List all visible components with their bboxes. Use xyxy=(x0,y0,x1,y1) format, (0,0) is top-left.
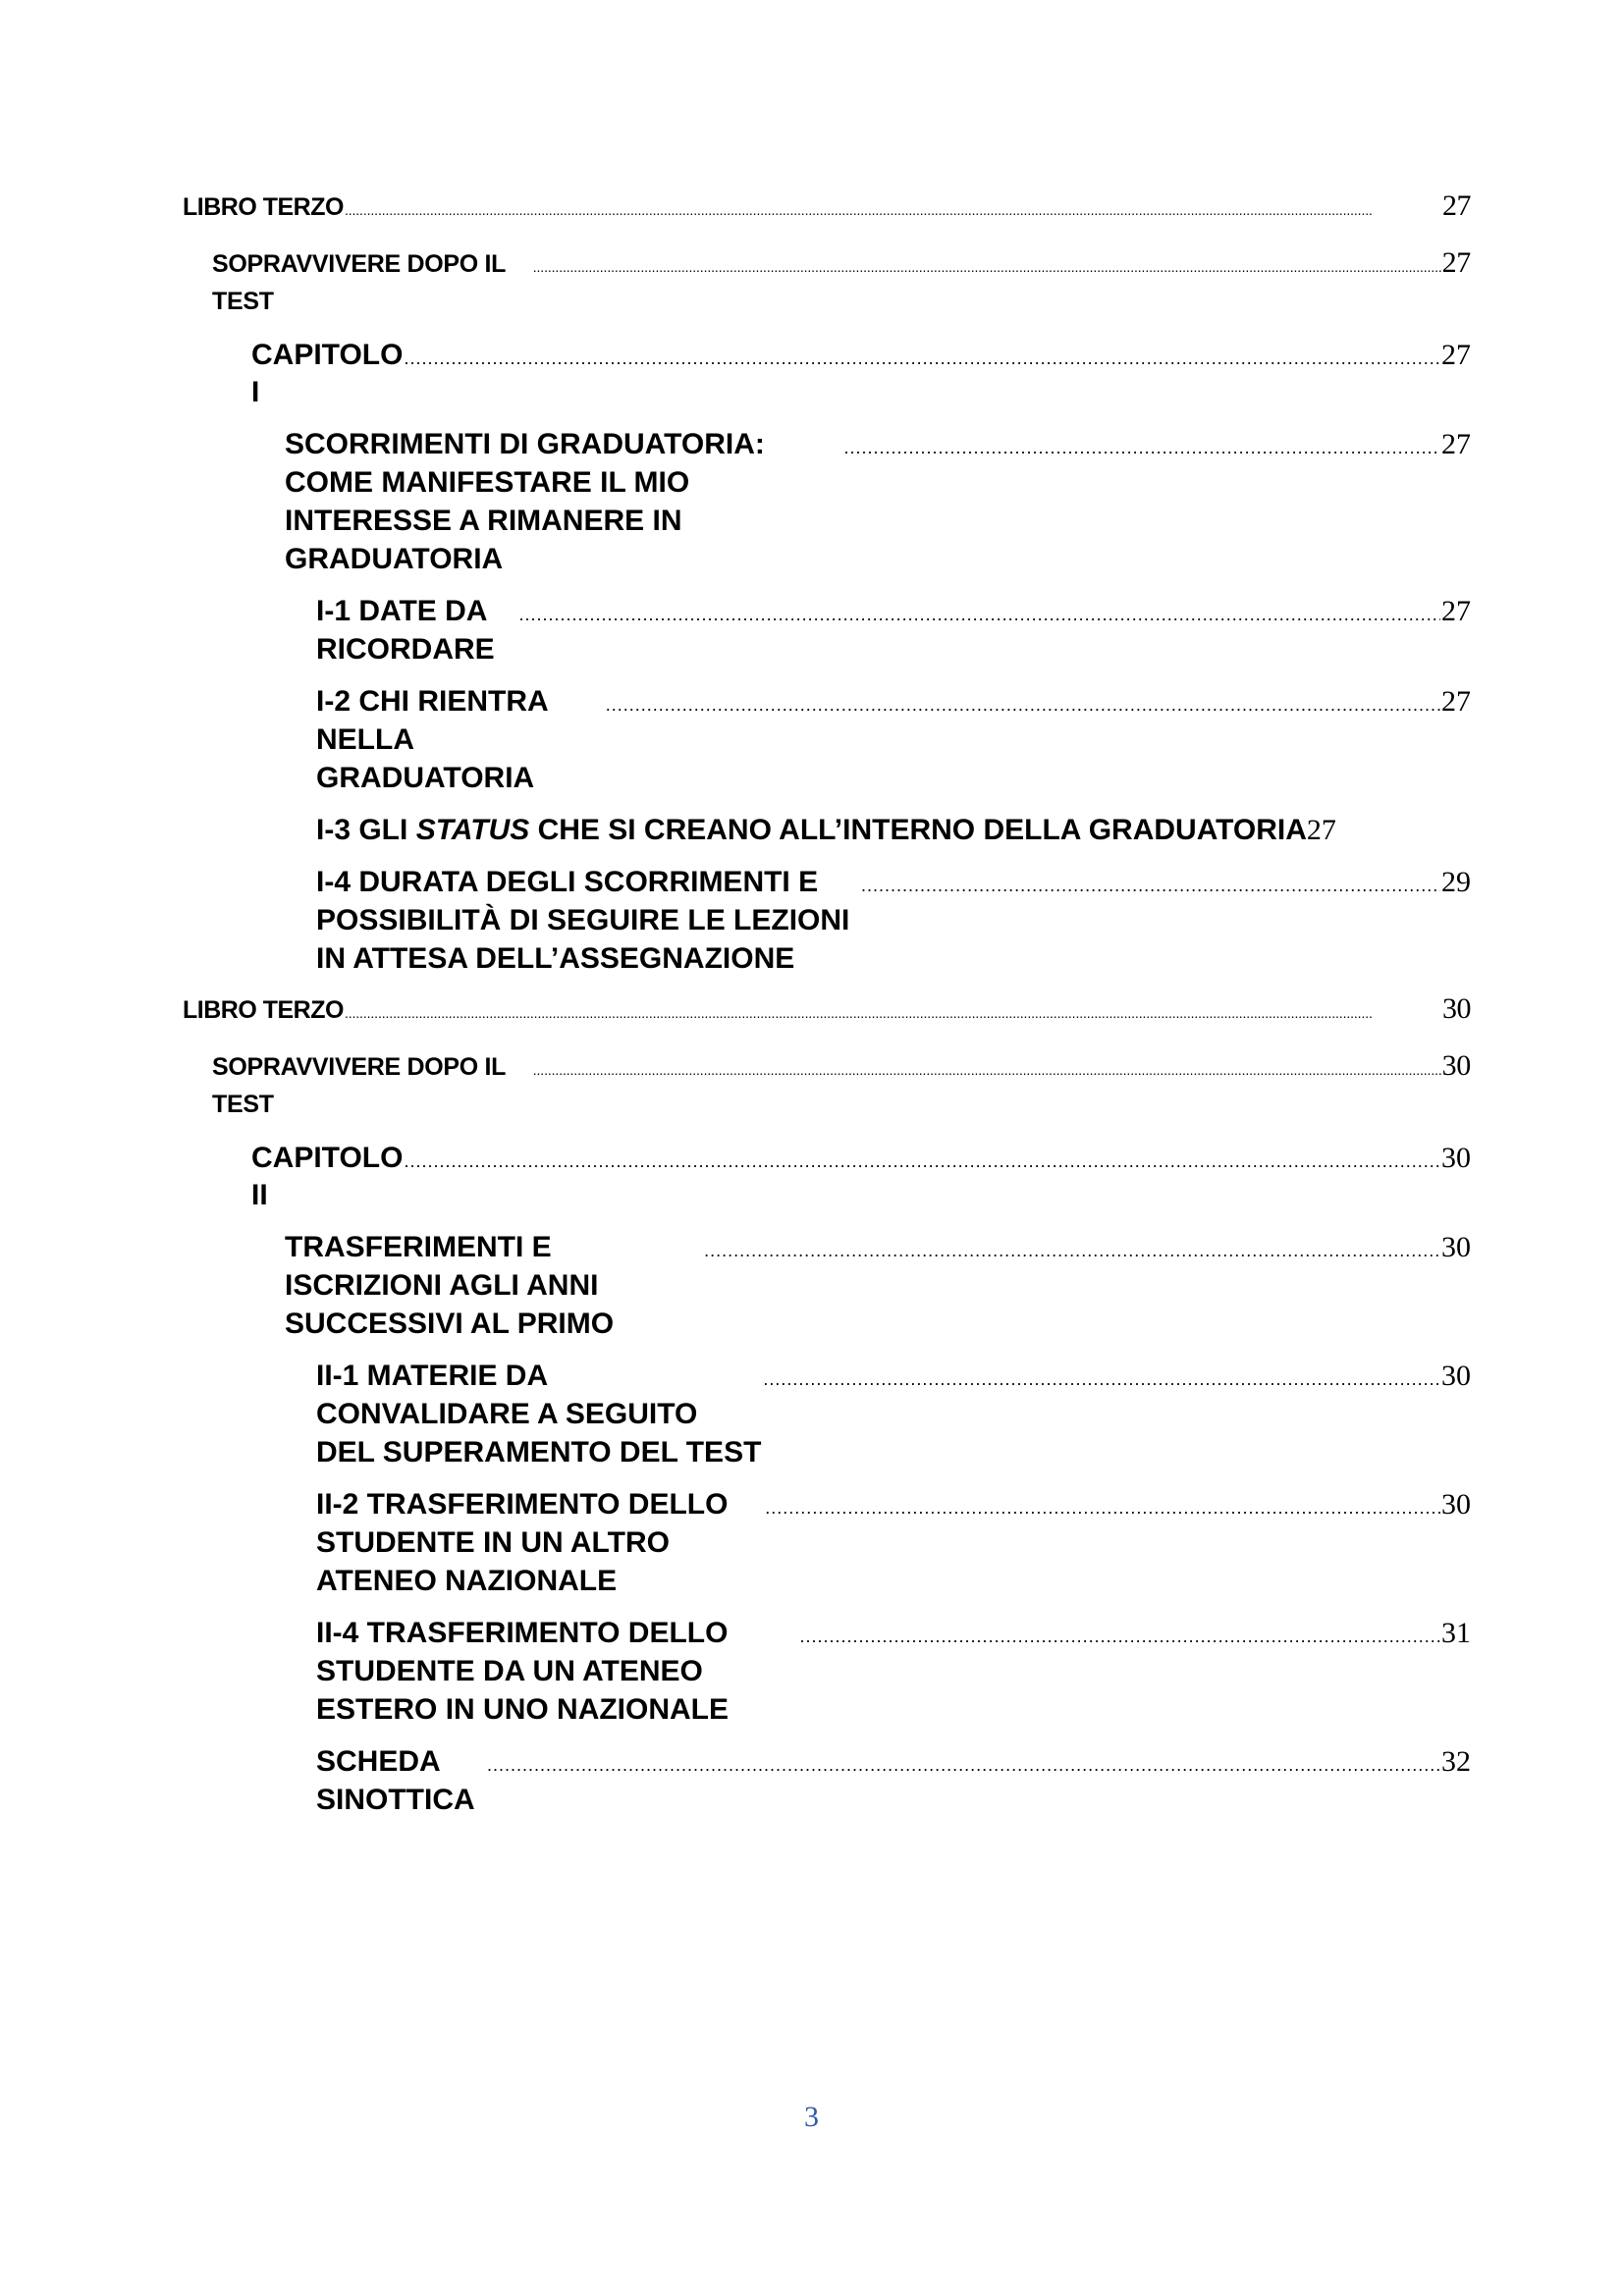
toc-entry-title: SOPRAVVIVERE DOPO IL TEST xyxy=(212,1053,506,1118)
toc-entry-page: 27 xyxy=(1441,428,1471,460)
toc-entry-title xyxy=(316,811,1307,849)
toc-entry-libro-terzo[interactable] xyxy=(183,991,1471,1029)
toc-entry-page: 31 xyxy=(1441,1617,1471,1649)
toc-entry-title: II-4 TRASFERIMENTO DELLO STUDENTE DA UN ATENEO ESTERO IN UNO NAZIONALE xyxy=(316,1617,730,1726)
toc-entry-i-2[interactable] xyxy=(183,682,1471,797)
toc-entry-capitolo-ii[interactable] xyxy=(183,1140,1471,1214)
dot-leader xyxy=(800,1618,1441,1656)
dot-leader xyxy=(606,686,1440,724)
toc-entry-page: 30 xyxy=(1441,1142,1471,1174)
dot-leader xyxy=(843,429,1440,467)
dot-leader xyxy=(404,1151,1440,1172)
toc-entry-page: 27 xyxy=(1306,814,1336,846)
toc-entry-page: 30 xyxy=(1441,1231,1471,1263)
toc-entry-i-3[interactable] xyxy=(183,811,1471,849)
dot-leader xyxy=(487,1746,1440,1785)
dot-leader xyxy=(704,1232,1440,1270)
toc-entry-i-1[interactable] xyxy=(183,592,1471,668)
toc-entry-page: 30 xyxy=(1441,1488,1471,1521)
toc-entry-i-4[interactable] xyxy=(183,863,1471,978)
toc-entry-page: 30 xyxy=(1441,1360,1471,1392)
toc-entry-ii-4[interactable] xyxy=(183,1614,1471,1729)
toc-entry-page: 30 xyxy=(1442,992,1471,1025)
toc-title-part: I-3 GLI xyxy=(316,814,416,846)
toc-entry-title: LIBRO TERZO xyxy=(183,996,344,1024)
page-number: 3 xyxy=(804,2101,819,2133)
toc-entry-title: I-2 CHI RIENTRA NELLA GRADUATORIA xyxy=(316,685,548,794)
table-of-contents xyxy=(183,188,1471,1833)
dot-leader xyxy=(345,1005,1441,1021)
toc-entry-page: 27 xyxy=(1442,189,1471,222)
toc-entry-title: TRASFERIMENTI E ISCRIZIONI AGLI ANNI SUCCESSIVI AL PRIMO xyxy=(285,1231,615,1340)
toc-title-emphasis: STATUS xyxy=(415,814,530,846)
dot-leader xyxy=(861,867,1440,905)
dot-leader xyxy=(763,1361,1440,1399)
dot-leader xyxy=(345,202,1441,218)
toc-entry-title: CAPITOLO I xyxy=(251,339,404,408)
toc-entry-title: SCHEDA SINOTTICA xyxy=(316,1745,475,1816)
dot-leader xyxy=(765,1489,1440,1527)
toc-entry-scheda-sinottica[interactable] xyxy=(183,1742,1471,1819)
toc-entry-title: LIBRO TERZO xyxy=(183,193,344,221)
toc-title-part: CHE SI CREANO ALL’INTERNO DELLA GRADUATORIA xyxy=(529,814,1307,846)
toc-entry-title: II-1 MATERIE DA CONVALIDARE A SEGUITO DEL SUPERAMENTO DEL TEST xyxy=(316,1360,762,1468)
dot-leader xyxy=(404,348,1440,369)
toc-entry-page: 27 xyxy=(1441,685,1471,718)
dot-leader xyxy=(518,596,1440,634)
toc-entry-capitolo-i[interactable] xyxy=(183,337,1471,411)
toc-entry-title: CAPITOLO II xyxy=(251,1142,404,1211)
toc-entry-title: I-1 DATE DA RICORDARE xyxy=(316,595,495,666)
toc-entry-ii-2[interactable] xyxy=(183,1485,1471,1600)
toc-entry-sopravvivere[interactable] xyxy=(183,245,1471,320)
toc-entry-trasferimenti[interactable] xyxy=(183,1228,1471,1343)
toc-entry-page: 30 xyxy=(1441,1049,1471,1082)
toc-entry-title: II-2 TRASFERIMENTO DELLO STUDENTE IN UN ALTRO ATENEO NAZIONALE xyxy=(316,1488,729,1597)
toc-entry-page: 27 xyxy=(1441,595,1471,627)
toc-entry-page: 29 xyxy=(1441,866,1471,898)
toc-entry-page: 32 xyxy=(1441,1745,1471,1778)
toc-entry-page: 27 xyxy=(1441,246,1471,279)
toc-entry-ii-1[interactable] xyxy=(183,1357,1471,1471)
toc-entry-title: SCORRIMENTI DI GRADUATORIA: COME MANIFESTARE IL MIO INTERESSE A RIMANERE IN GRADUATORIA xyxy=(285,428,765,575)
toc-entry-scorrimenti[interactable] xyxy=(183,425,1471,578)
toc-entry-title: I-4 DURATA DEGLI SCORRIMENTI E POSSIBILITÀ DI SEGUIRE LE LEZIONI IN ATTESA DELL’ASSEGNAZIONE xyxy=(316,866,850,975)
toc-entry-libro-terzo[interactable] xyxy=(183,188,1471,226)
toc-entry-page: 27 xyxy=(1441,339,1471,371)
toc-entry-sopravvivere[interactable] xyxy=(183,1048,1471,1123)
toc-entry-title: SOPRAVVIVERE DOPO IL TEST xyxy=(212,250,506,315)
dot-leader xyxy=(533,1062,1441,1078)
dot-leader xyxy=(533,259,1441,275)
